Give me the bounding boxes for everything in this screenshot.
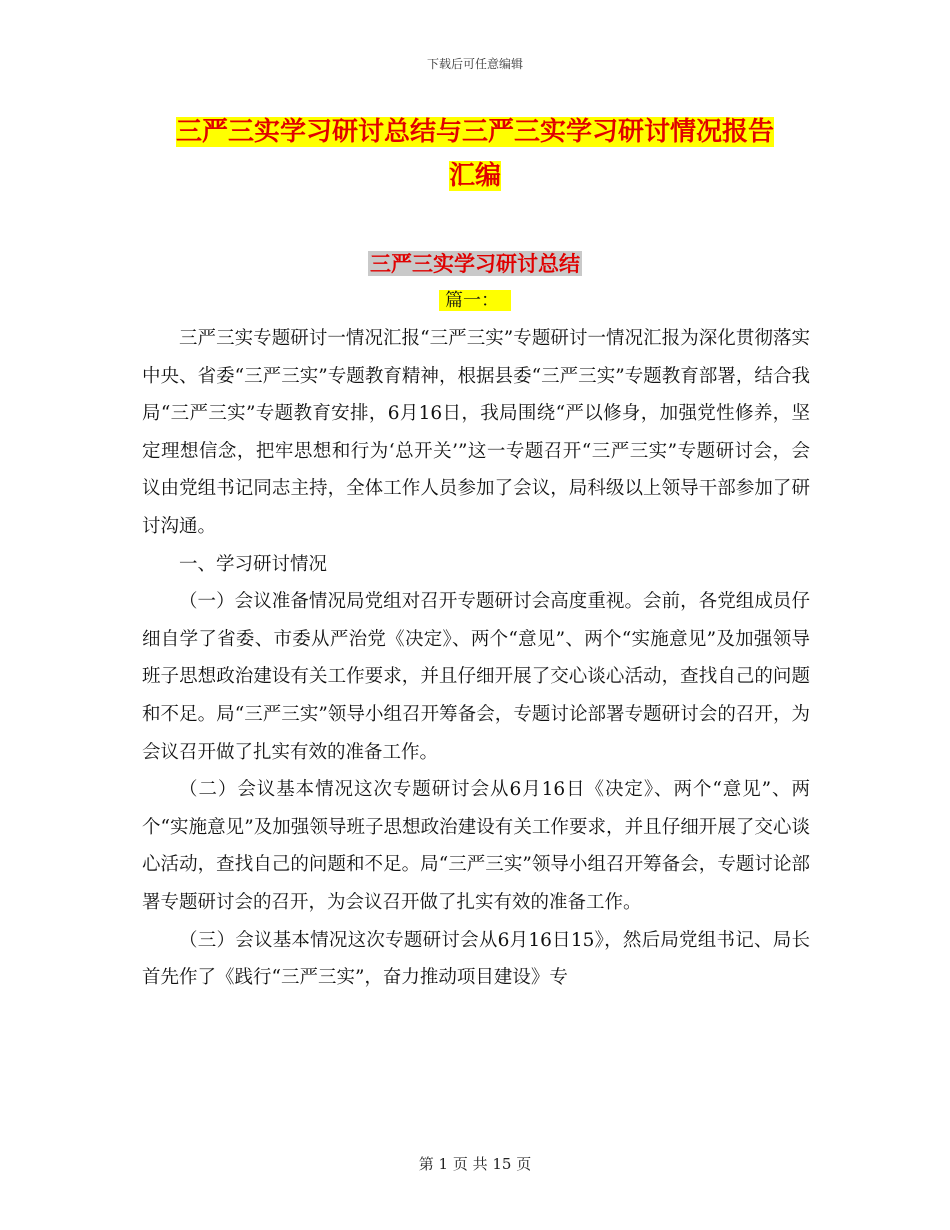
section-title (0, 248, 950, 278)
section-title-text: 三严三实学习研讨总结 (370, 251, 580, 276)
paragraph-meeting-preparation: （一）会议准备情况局党组对召开专题研讨会高度重视。会前，各党组成员仔细自学了省委、市委从严治党《决定》、两个“意见”、两个“实施意见”及加强领导班子思想政治建设有关工作要求，并且仔细开展了交心谈心活动，查找自己的问题和不足。局“三严三实”领导小组召开筹备会，专题讨论部署专题研讨会的召开，为会议召开做了扎实有效的准备工作。 (142, 591, 810, 763)
part-label (0, 286, 950, 312)
part-label-text: 篇一： (439, 290, 511, 311)
paragraph-meeting-basics-3: （三）会议基本情况这次专题研讨会从6月16日15》，然后局党组书记、局长首先作了《践行“三严三实”，奋力推动项目建设》专 (142, 929, 810, 989)
body-text (142, 320, 810, 997)
document-title (140, 110, 810, 198)
paragraph-meeting-basics-2: （二）会议基本情况这次专题研讨会从6月16日《决定》、两个“意见”、两个“实施意见”及加强领导班子思想政治建设有关工作要求，并且仔细开展了交心谈心活动，查找自己的问题和不足。局“三严三实”领导小组召开筹备会，专题讨论部署专题研讨会的召开，为会议召开做了扎实有效的准备工作。 (142, 779, 810, 913)
document-title-line-1: 三严三实学习研讨总结与三严三实学习研讨情况报告 (175, 117, 774, 147)
page-footer: 第 1 页 共 15 页 (418, 1155, 532, 1173)
header-note: 下载后可任意编辑 (426, 57, 523, 71)
document-title-line-2: 汇编 (448, 161, 501, 191)
heading-study-discussion: 一、学习研讨情况 (179, 553, 328, 575)
paragraph-intro: 三严三实专题研讨一情况汇报“三严三实”专题研讨一情况汇报为深化贯彻落实中央、省委“三严三实”专题教育精神，根据县委“三严三实”专题教育部署，结合我局“三严三实”专题教育安排，6月16日，我局围绕“严以修身，加强党性修养，坚定理想信念，把牢思想和行为‘总开关’”这一专题召开“三严三实”专题研讨会，会议由党组书记同志主持，全体工作人员参加了会议，局科级以上领导干部参加了研讨沟通。 (142, 328, 810, 537)
